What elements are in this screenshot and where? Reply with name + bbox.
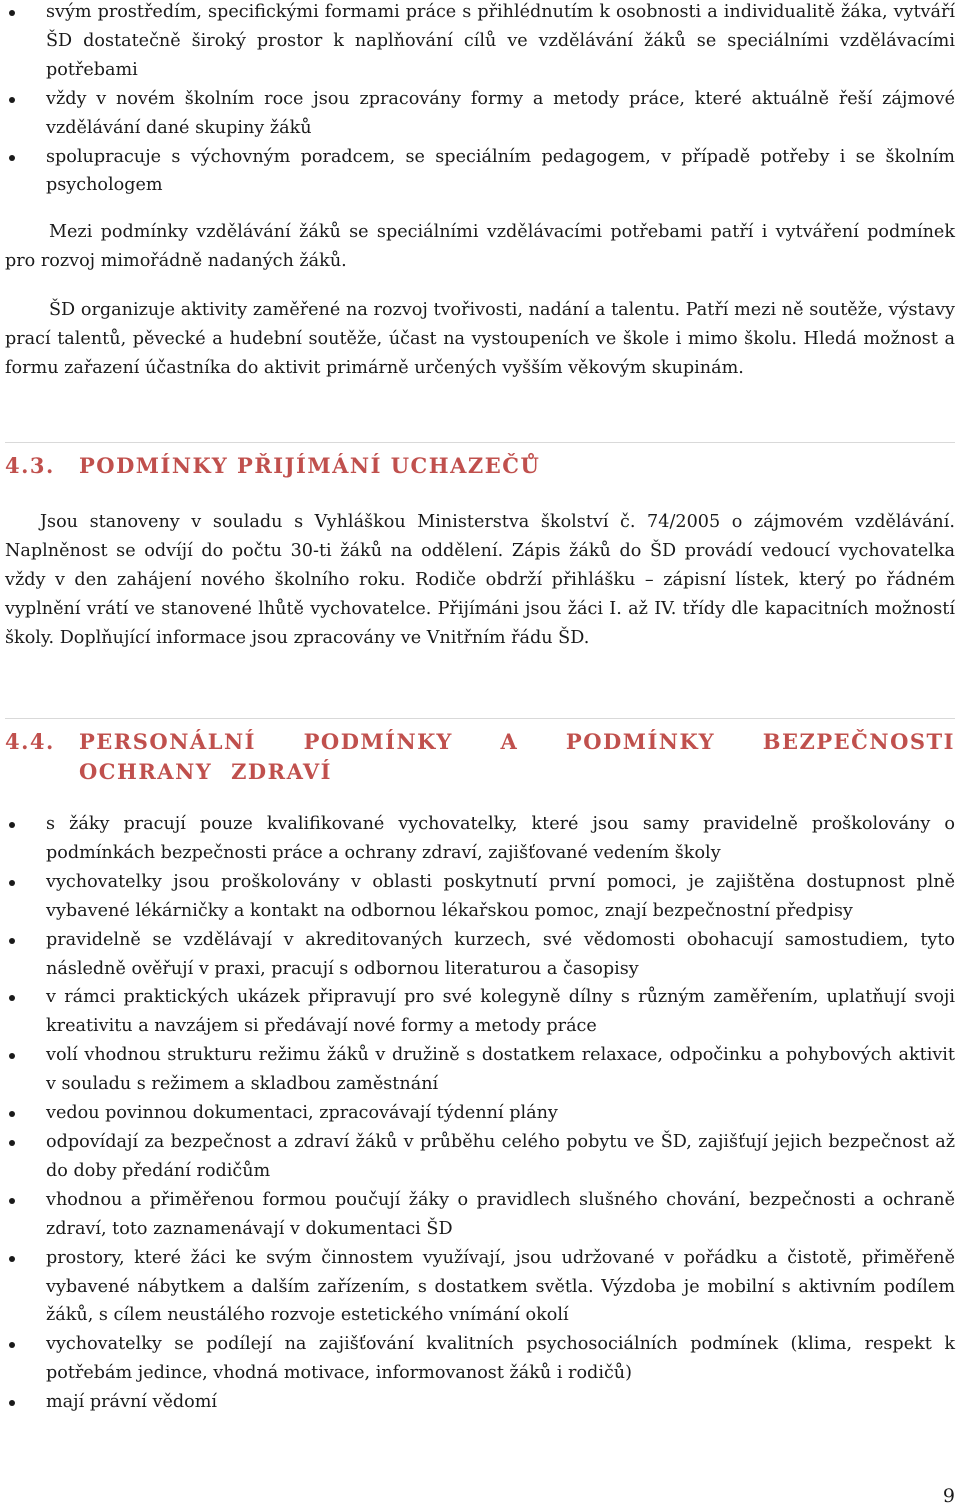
bullet-icon xyxy=(9,1053,15,1059)
paragraph-special-needs: Mezi podmínky vzdělávání žáků se speciálními vzdělávacími potřebami patří i vytváření podmínek pro rozvoj mimořádně nadaných žáků. xyxy=(5,222,955,271)
bullet-icon xyxy=(9,155,15,161)
list-item: s žáky pracují pouze kvalifikované vychovatelky, které jsou samy pravidelně proškolovány o podmínkách bezpečnosti práce a ochrany zdraví, zajišťované vedením školy xyxy=(5,810,955,868)
section-heading xyxy=(5,451,955,481)
list-item: vedou povinnou dokumentaci, zpracovávají týdenní plány xyxy=(5,1099,955,1128)
section-number: 4.4. xyxy=(5,729,55,754)
section-4-3-text: Jsou stanoveny v souladu s Vyhláškou Ministerstva školství č. 74/2005 o zájmovém vzdělávání. Naplněnost se odvíjí do počtu 30-ti žáků na oddělení. Zápis žáků do ŠD provádí vedoucí vychovatelka vždy v den zahájení nového školního roku. Rodiče obdrží přihlášku – zápisní lístek, který po řádném vyplnění vrátí ve stanovené lhůtě vychovatelce. Přijímáni jsou žáci I. až IV. třídy dle kapacitních možností školy. Doplňující informace jsou zpracovány ve Vnitřním řádu ŠD. xyxy=(5,512,955,648)
bullet-icon xyxy=(9,1111,15,1117)
list-item: pravidelně se vzdělávají v akreditovaných kurzech, své vědomosti obohacují samostudiem, tyto následně ověřují v praxi, pracují s odbornou literaturou a časopisy xyxy=(5,926,955,984)
bullet-icon xyxy=(9,1256,15,1262)
section-heading xyxy=(5,727,955,787)
section-4-4 xyxy=(5,718,955,787)
list-item: v rámci praktických ukázek připravují pro své kolegyně dílny s různým zaměřením, uplatňují svoji kreativitu a navzájem si předávají nové formy a metody práce xyxy=(5,983,955,1041)
bullet-icon xyxy=(9,1140,15,1146)
top-bullet-list xyxy=(5,0,955,200)
section-title: PODMÍNKY PŘIJÍMÁNÍ UCHAZEČŮ xyxy=(79,453,541,478)
bullet-icon xyxy=(9,938,15,944)
list-item: odpovídají za bezpečnost a zdraví žáků v průběhu celého pobytu ve ŠD, zajišťují jejich bezpečnost až do doby předání rodičům xyxy=(5,1128,955,1186)
bullet-icon xyxy=(9,995,15,1001)
section-title: PERSONÁLNÍ PODMÍNKY A PODMÍNKY BEZPEČNOSTI OCHRANY ZDRAVÍ xyxy=(79,729,955,784)
paragraph-talent-activities: ŠD organizuje aktivity zaměřené na rozvoj tvořivosti, nadání a talentu. Patří mezi ně soutěže, výstavy prací talentů, pěvecké a hudební soutěže, účast na vystoupeních ve škole i mimo školu. Hledá možnost a formu zařazení účastníka do aktivit primárně určených vyšším věkovým skupinám. xyxy=(5,300,955,378)
bullet-icon xyxy=(9,97,15,103)
bullet-icon xyxy=(9,822,15,828)
bullet-icon xyxy=(9,1342,15,1348)
list-item: vychovatelky jsou proškolovány v oblasti poskytnutí první pomoci, je zajištěna dostupnost plně vybavené lékárničky a kontakt na odbornou lékařskou pomoc, znají bezpečnostní předpisy xyxy=(5,868,955,926)
bullet-icon xyxy=(9,1198,15,1204)
section-divider xyxy=(5,718,955,719)
section-number: 4.3. xyxy=(5,453,55,478)
list-item: vždy v novém školním roce jsou zpracovány formy a metody práce, které aktuálně řeší zájmové vzdělávání dané skupiny žáků xyxy=(5,85,955,143)
list-item: spolupracuje s výchovným poradcem, se speciálním pedagogem, v případě potřeby i se školním psychologem xyxy=(5,143,955,201)
bullet-icon xyxy=(9,10,15,16)
bullet-icon xyxy=(9,880,15,886)
section-divider xyxy=(5,442,955,443)
bullet-icon xyxy=(9,1400,15,1406)
list-item: prostory, které žáci ke svým činnostem využívají, jsou udržované v pořádku a čistotě, přiměřeně vybavené nábytkem a dalším zařízením, s dostatkem světla. Výzdoba je mobilní s aktivním podílem žáků, s cílem neustálého rozvoje estetického vnímání okolí xyxy=(5,1244,955,1331)
list-item: mají právní vědomí xyxy=(5,1388,955,1417)
list-item: vychovatelky se podílejí na zajišťování kvalitních psychosociálních podmínek (klima, respekt k potřebám jedince, vhodná motivace, informovanost žáků i rodičů) xyxy=(5,1330,955,1388)
list-item: svým prostředím, specifickými formami práce s přihlédnutím k osobnosti a individualitě žáka, vytváří ŠD dostatečně široký prostor k naplňování cílů ve vzdělávání žáků se speciálními vzdělávacími potřebami xyxy=(5,0,955,85)
section-4-3 xyxy=(5,442,955,481)
list-item: vhodnou a přiměřenou formou poučují žáky o pravidlech slušného chování, bezpečnosti a ochraně zdraví, toto zaznamenávají v dokumentaci ŠD xyxy=(5,1186,955,1244)
section-4-4-list xyxy=(5,810,955,1417)
list-item: volí vhodnou strukturu režimu žáků v družině s dostatkem relaxace, odpočinku a pohybových aktivit v souladu s režimem a skladbou zaměstnání xyxy=(5,1041,955,1099)
page-number: 9 xyxy=(942,1485,955,1507)
